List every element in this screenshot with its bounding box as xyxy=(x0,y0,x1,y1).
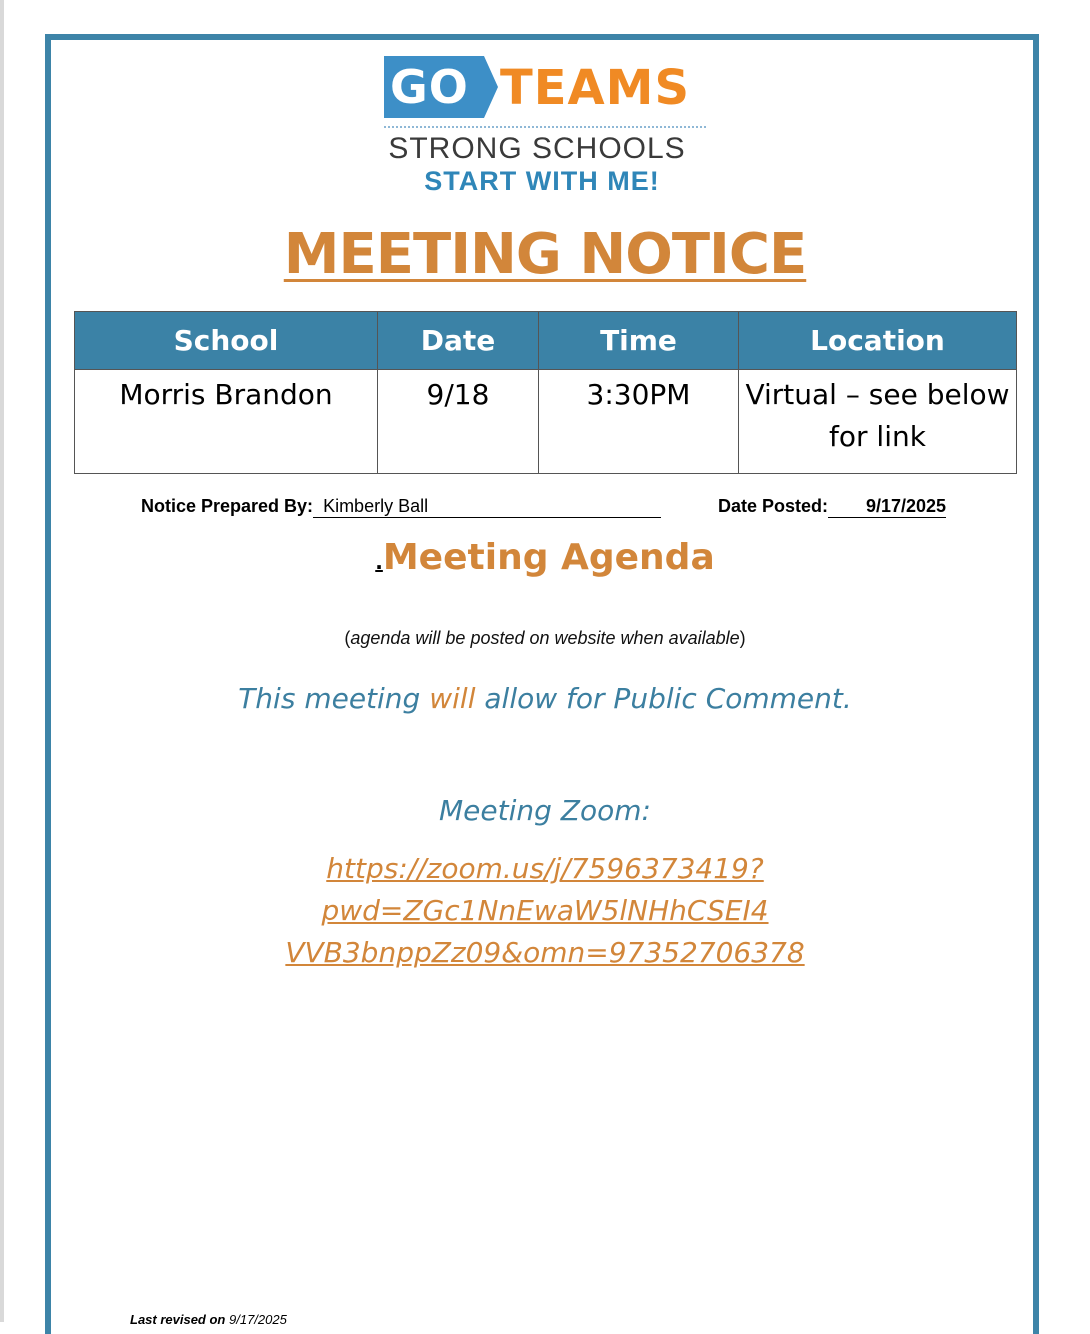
header-school: School xyxy=(75,312,378,370)
agenda-heading xyxy=(0,537,1090,578)
date-posted-value: 9/17/2025 xyxy=(828,496,946,518)
public-comment-part-2: allow for Public Comment. xyxy=(475,682,852,715)
agenda-heading-text: Meeting Agenda xyxy=(382,537,715,578)
table-row xyxy=(75,370,1017,474)
table-header-row xyxy=(75,312,1017,370)
logo-teams-text: TEAMS xyxy=(500,60,691,116)
logo-tagline-start-with-me: START WITH ME! xyxy=(424,166,660,196)
cell-location-line-1: Virtual – see below xyxy=(745,378,1010,411)
last-revised-footer xyxy=(130,1312,287,1327)
public-comment-part-1: This meeting xyxy=(238,682,430,715)
prepared-by-label: Notice Prepared By: xyxy=(141,496,314,516)
meeting-info-table xyxy=(74,311,1017,474)
logo-go-box: GO xyxy=(384,56,484,118)
zoom-label: Meeting Zoom: xyxy=(439,794,651,827)
cell-date: 9/18 xyxy=(378,370,539,474)
public-comment-will: will xyxy=(429,682,476,715)
last-revised-date: 9/17/2025 xyxy=(229,1312,287,1327)
logo-arrow-icon xyxy=(484,56,498,118)
cell-time: 3:30PM xyxy=(539,370,739,474)
date-posted-label: Date Posted: xyxy=(718,496,829,516)
public-comment-notice xyxy=(0,682,1090,715)
goteams-logo xyxy=(384,56,708,196)
zoom-link[interactable] xyxy=(120,848,970,974)
logo-tagline-strong-schools: STRONG SCHOOLS xyxy=(388,132,686,165)
cell-location xyxy=(739,370,1017,474)
notice-prepared-by xyxy=(141,496,661,518)
agenda-note-open: ( xyxy=(344,628,351,648)
agenda-dot: . xyxy=(375,550,383,574)
page-edge xyxy=(0,0,4,1322)
cell-school: Morris Brandon xyxy=(75,370,378,474)
header-location: Location xyxy=(739,312,1017,370)
agenda-note-close: ) xyxy=(739,628,746,648)
page-title: MEETING NOTICE xyxy=(283,222,807,287)
last-revised-label: Last revised on xyxy=(130,1312,226,1327)
logo-dotted-rule xyxy=(384,126,706,128)
prepared-by-value: Kimberly Ball xyxy=(313,496,661,518)
agenda-note-text: agenda will be posted on website when available xyxy=(350,628,740,648)
header-time: Time xyxy=(539,312,739,370)
zoom-link-line-2[interactable]: VVB3bnppZz09&omn=97352706378 xyxy=(285,936,805,969)
agenda-note xyxy=(0,628,1090,649)
header-date: Date xyxy=(378,312,539,370)
cell-location-line-2: for link xyxy=(829,420,926,453)
zoom-link-line-1[interactable]: https://zoom.us/j/7596373419?pwd=ZGc1NnEwaW5lNHhCSEI4 xyxy=(321,852,769,927)
date-posted xyxy=(718,496,946,518)
